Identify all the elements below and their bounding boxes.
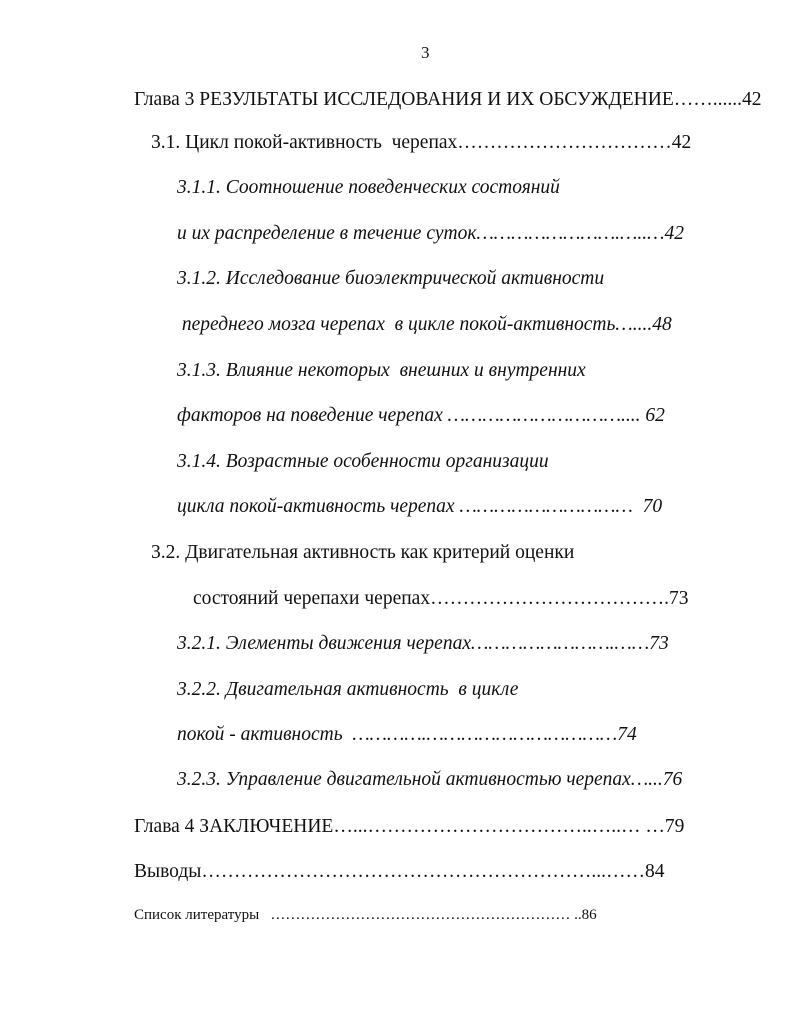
- toc-section-3-1-1-line2: и их распределение в течение суток…………………….…..…42: [177, 223, 684, 244]
- toc-section-3-2-line2: состояний черепахи черепах……………………………….73: [193, 588, 689, 609]
- toc-section-3-1: 3.1. Цикл покой-активность черепах……………………………42: [151, 132, 692, 153]
- toc-section-3-2-2-line2: покой - активность ………….……………………………74: [177, 724, 637, 745]
- toc-references: Список литературы …………………………………………………… ..86: [134, 907, 597, 923]
- toc-chapter-4: Глава 4 ЗАКЛЮЧЕНИЕ…...……………………………..…..… …79: [134, 816, 685, 837]
- toc-section-3-2-2-line1: 3.2.2. Двигательная активность в цикле: [177, 679, 519, 700]
- toc-conclusions: Выводы……………………………………………………...……84: [134, 861, 665, 882]
- toc-section-3-1-3-line1: 3.1.3. Влияние некоторых внешних и внутренних: [177, 360, 586, 381]
- toc-section-3-2-1: 3.2.1. Элементы движения черепах…………………….……73: [177, 633, 669, 654]
- toc-section-3-1-1-line1: 3.1.1. Соотношение поведенческих состояний: [177, 177, 560, 198]
- toc-section-3-1-2-line1: 3.1.2. Исследование биоэлектрической активности: [177, 268, 605, 289]
- page-number: 3: [421, 43, 430, 62]
- toc-section-3-1-2-line2: переднего мозга черепах в цикле покой-активность…....48: [177, 314, 672, 335]
- toc-section-3-2-3: 3.2.3. Управление двигательной активностью черепах…...76: [177, 769, 683, 790]
- toc-section-3-1-4-line1: 3.1.4. Возрастные особенности организации: [177, 451, 549, 472]
- toc-section-3-1-4-line2: цикла покой-активность черепах ………………………… 70: [177, 496, 663, 517]
- toc-chapter-3-title: Глава 3 РЕЗУЛЬТАТЫ ИССЛЕДОВАНИЯ И ИХ ОБСУЖДЕНИЕ……......42: [134, 89, 762, 110]
- toc-section-3-2-line1: 3.2. Двигательная активность как критерий оценки: [151, 542, 575, 563]
- toc-section-3-1-3-line2: факторов на поведение черепах ………………………….... 62: [177, 405, 665, 426]
